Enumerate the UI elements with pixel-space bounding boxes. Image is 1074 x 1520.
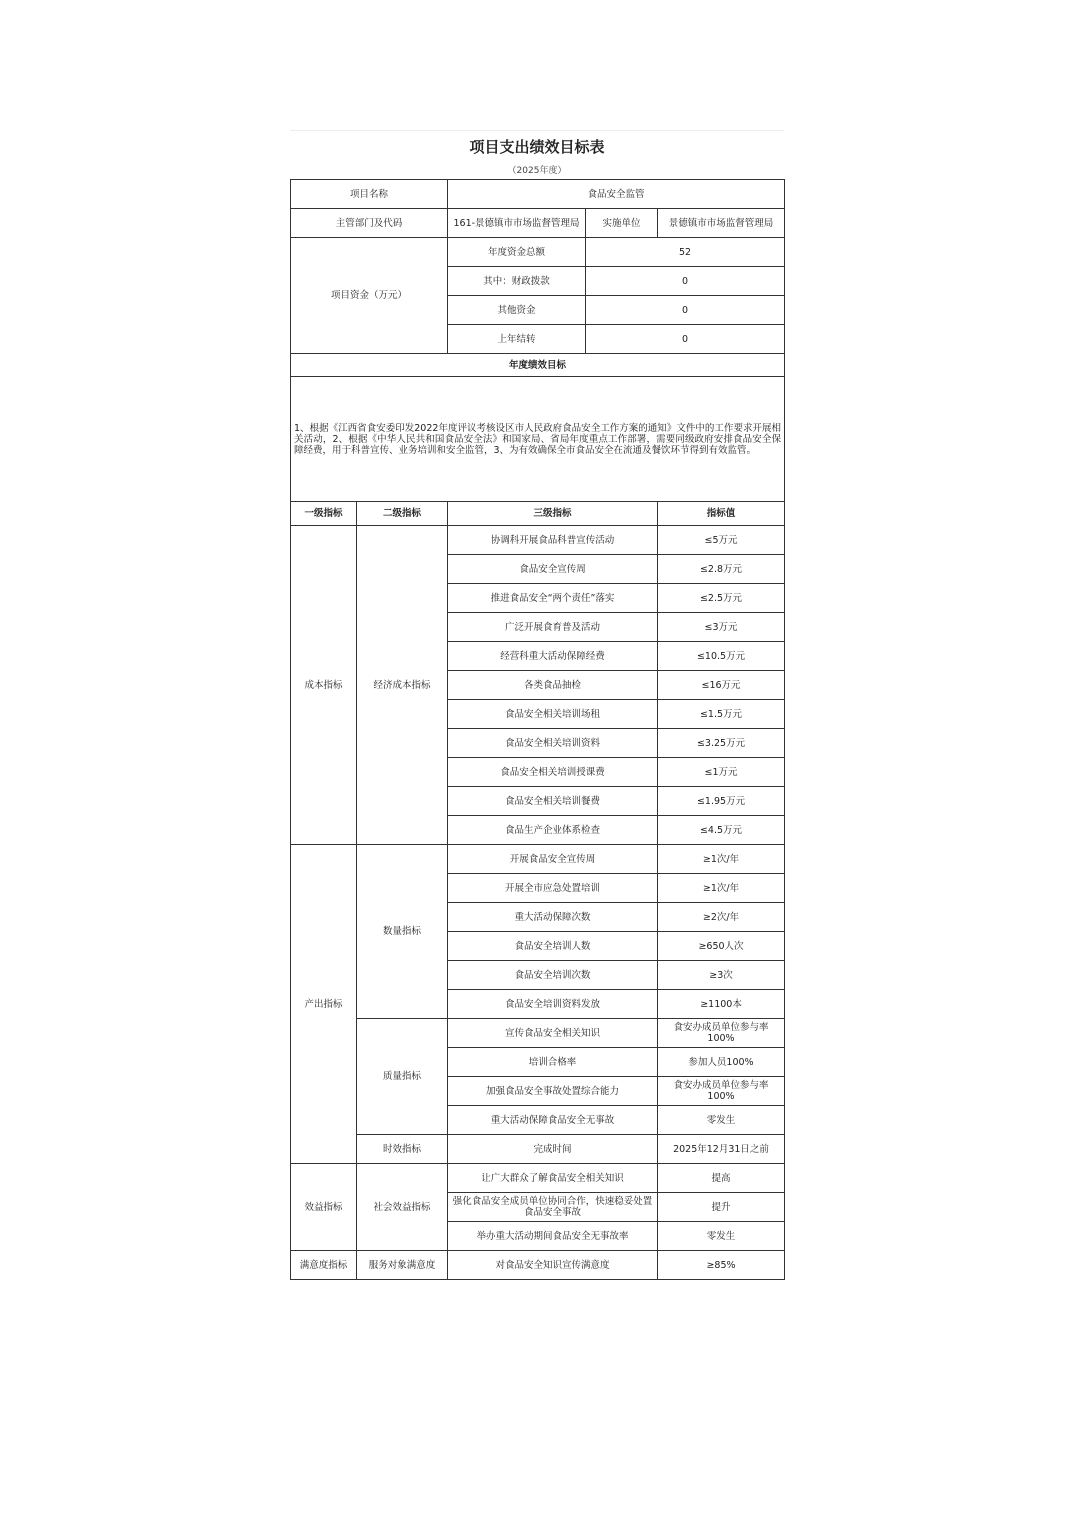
indicator-value: 参加人员100% xyxy=(658,1048,785,1077)
level2-timeliness: 时效指标 xyxy=(357,1135,448,1164)
indicator-value: ≤3万元 xyxy=(658,613,785,642)
indicator-name: 开展全市应急处置培训 xyxy=(448,874,658,903)
level1-benefit: 效益指标 xyxy=(291,1164,357,1251)
funds-row-value: 0 xyxy=(586,325,785,354)
annual-goal-header: 年度绩效目标 xyxy=(291,354,785,377)
indicator-value: ≥2次/年 xyxy=(658,903,785,932)
indicator-name: 食品安全培训资料发放 xyxy=(448,990,658,1019)
indicator-value: ≤10.5万元 xyxy=(658,642,785,671)
indicator-value: ≤5万元 xyxy=(658,526,785,555)
indicator-name: 宣传食品安全相关知识 xyxy=(448,1019,658,1048)
col-header-level2: 二级指标 xyxy=(357,502,448,526)
funds-row-value: 0 xyxy=(586,267,785,296)
indicator-value: ≥1次/年 xyxy=(658,874,785,903)
indicator-name: 培训合格率 xyxy=(448,1048,658,1077)
indicator-name: 食品安全宣传周 xyxy=(448,555,658,584)
indicator-name: 广泛开展食育普及活动 xyxy=(448,613,658,642)
level2-quantity: 数量指标 xyxy=(357,845,448,1019)
indicator-name: 食品安全培训次数 xyxy=(448,961,658,990)
indicator-value: 2025年12月31日之前 xyxy=(658,1135,785,1164)
indicator-value: 提高 xyxy=(658,1164,785,1193)
impl-unit-value: 景德镇市市场监督管理局 xyxy=(658,209,785,238)
indicator-name: 举办重大活动期间食品安全无事故率 xyxy=(448,1222,658,1251)
indicator-value: ≥1100本 xyxy=(658,990,785,1019)
impl-unit-label: 实施单位 xyxy=(586,209,658,238)
indicator-name: 食品安全相关培训资料 xyxy=(448,729,658,758)
dept-value: 161-景德镇市市场监督管理局 xyxy=(448,209,586,238)
indicator-name: 各类食品抽检 xyxy=(448,671,658,700)
indicator-name: 经营科重大活动保障经费 xyxy=(448,642,658,671)
level2-social: 社会效益指标 xyxy=(357,1164,448,1251)
dept-label: 主管部门及代码 xyxy=(291,209,448,238)
col-header-value: 指标值 xyxy=(658,502,785,526)
indicator-row xyxy=(291,1251,785,1280)
funds-row-label: 其中：财政拨款 xyxy=(448,267,586,296)
indicator-value: ≥3次 xyxy=(658,961,785,990)
indicator-name: 食品安全相关培训授课费 xyxy=(448,758,658,787)
funds-row-label: 上年结转 xyxy=(448,325,586,354)
col-header-level3: 三级指标 xyxy=(448,502,658,526)
level2-quality: 质量指标 xyxy=(357,1019,448,1135)
indicator-name: 开展食品安全宣传周 xyxy=(448,845,658,874)
project-name-value: 食品安全监管 xyxy=(448,180,785,209)
project-name-label: 项目名称 xyxy=(291,180,448,209)
indicator-value: ≤1.5万元 xyxy=(658,700,785,729)
annual-goal-text: 1、根据《江西省食安委印发2022年度评议考核设区市人民政府食品安全工作方案的通知》文件中的工作要求开展相关活动，2、根据《中华人民共和国食品安全法》和国家局、省局年度重点工作部署，需要同级政府安排食品安全保障经费，用于科普宣传、业务培训和安全监管，3、为有效确保全市食品安全在流通及餐饮环节得到有效监管。 xyxy=(291,377,785,502)
col-header-level1: 一级指标 xyxy=(291,502,357,526)
indicator-value: ≥85% xyxy=(658,1251,785,1280)
level2-service: 服务对象满意度 xyxy=(357,1251,448,1280)
level2-econ: 经济成本指标 xyxy=(357,526,448,845)
indicator-name: 食品安全相关培训餐费 xyxy=(448,787,658,816)
indicator-value: ≤1.95万元 xyxy=(658,787,785,816)
indicator-row xyxy=(291,845,785,874)
indicator-value: ≤4.5万元 xyxy=(658,816,785,845)
indicator-row xyxy=(291,1164,785,1193)
indicator-name: 食品生产企业体系检查 xyxy=(448,816,658,845)
indicator-value: ≤3.25万元 xyxy=(658,729,785,758)
indicator-value: 食安办成员单位参与率100% xyxy=(658,1019,785,1048)
indicator-name: 完成时间 xyxy=(448,1135,658,1164)
indicator-name: 强化食品安全成员单位协同合作，快速稳妥处置食品安全事故 xyxy=(448,1193,658,1222)
indicator-value: ≤2.5万元 xyxy=(658,584,785,613)
indicator-value: ≤2.8万元 xyxy=(658,555,785,584)
level1-output: 产出指标 xyxy=(291,845,357,1164)
funds-row-value: 0 xyxy=(586,296,785,325)
indicator-name: 重大活动保障次数 xyxy=(448,903,658,932)
performance-sheet xyxy=(290,130,784,1280)
indicator-row xyxy=(291,526,785,555)
funds-row-label: 年度资金总额 xyxy=(448,238,586,267)
indicator-name: 加强食品安全事故处置综合能力 xyxy=(448,1077,658,1106)
indicator-name: 对食品安全知识宣传满意度 xyxy=(448,1251,658,1280)
page-title: 项目支出绩效目标表 xyxy=(290,130,784,163)
indicator-value: 食安办成员单位参与率100% xyxy=(658,1077,785,1106)
indicator-row xyxy=(291,1019,785,1048)
indicator-value: ≤1万元 xyxy=(658,758,785,787)
indicator-value: ≥1次/年 xyxy=(658,845,785,874)
level1-cost: 成本指标 xyxy=(291,526,357,845)
year-label: （2025年度） xyxy=(507,166,567,176)
funds-label: 项目资金（万元） xyxy=(291,238,448,354)
indicator-name: 协调科开展食品科普宣传活动 xyxy=(448,526,658,555)
indicator-value: 零发生 xyxy=(658,1106,785,1135)
target-table xyxy=(290,179,785,1280)
indicator-value: 零发生 xyxy=(658,1222,785,1251)
indicator-value: 提升 xyxy=(658,1193,785,1222)
indicator-name: 食品安全相关培训场租 xyxy=(448,700,658,729)
indicator-name: 重大活动保障食品安全无事故 xyxy=(448,1106,658,1135)
level1-satisfaction: 满意度指标 xyxy=(291,1251,357,1280)
funds-row-value: 52 xyxy=(586,238,785,267)
indicator-value: ≥650人次 xyxy=(658,932,785,961)
indicator-row xyxy=(291,1135,785,1164)
indicator-name: 食品安全培训人数 xyxy=(448,932,658,961)
indicator-name: 让广大群众了解食品安全相关知识 xyxy=(448,1164,658,1193)
indicator-name: 推进食品安全“两个责任”落实 xyxy=(448,584,658,613)
funds-row-label: 其他资金 xyxy=(448,296,586,325)
indicator-value: ≤16万元 xyxy=(658,671,785,700)
